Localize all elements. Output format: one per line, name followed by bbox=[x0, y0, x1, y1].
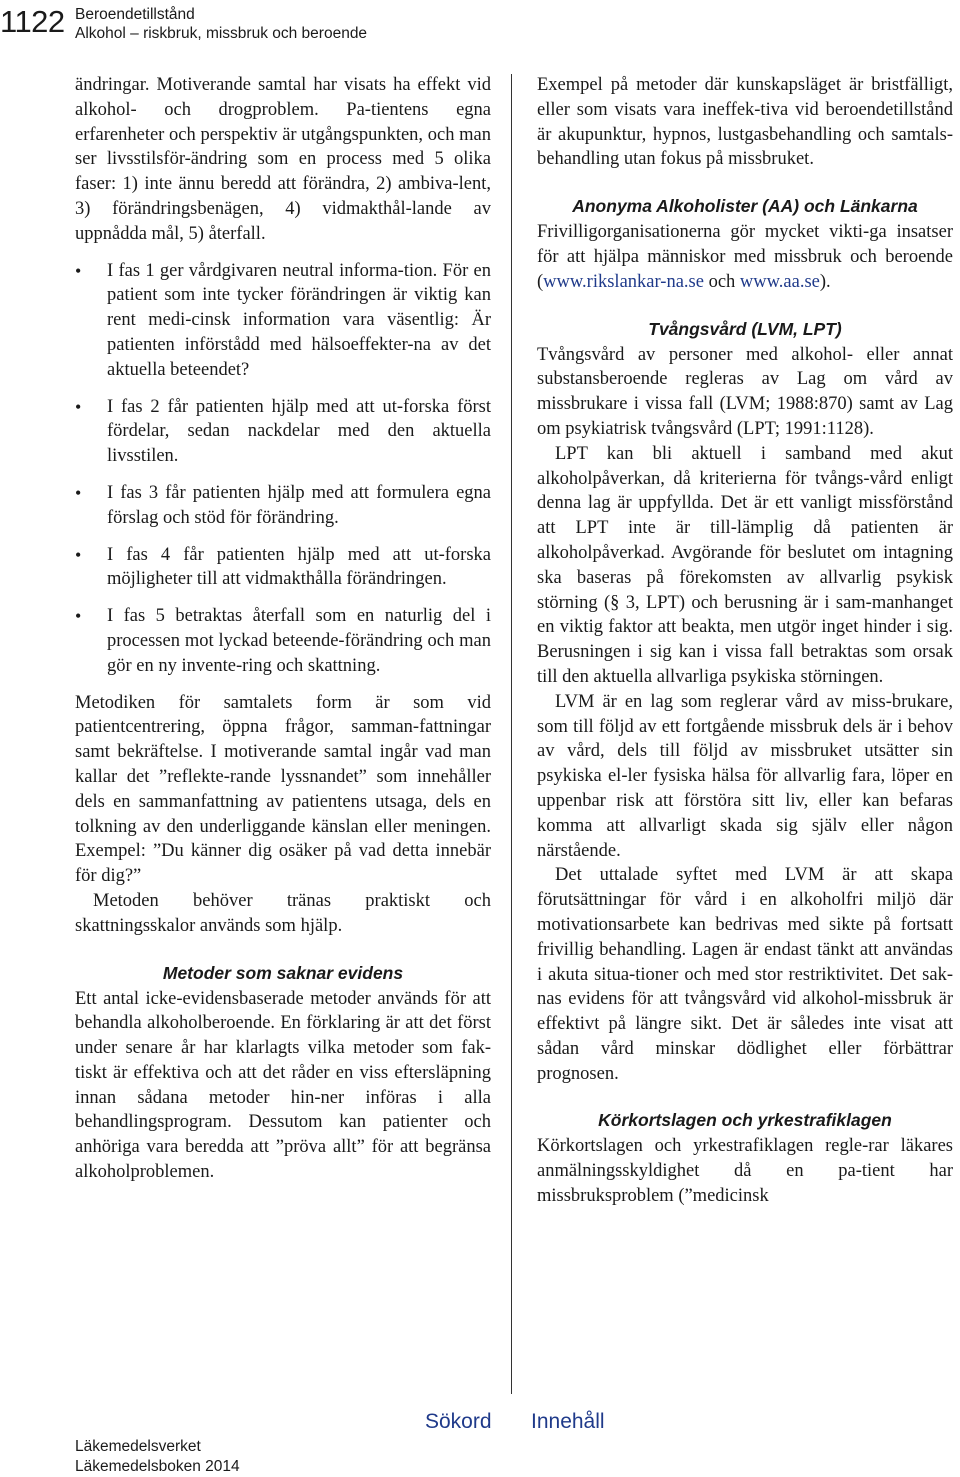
forced-paragraph-1: Tvångsvård av personer med alkohol- eller annat substansberoende regleras av Lag om vård av missbrukare i vissa fall (LVM; 1988:870) samt av Lag om psykiatrisk tvångsvård (LPT; 1991:1128). bbox=[537, 344, 953, 439]
list-item bbox=[75, 481, 491, 531]
practice-paragraph: Metoden behöver tränas praktiskt och skattningsskalor används som hjälp. bbox=[75, 890, 491, 936]
bullet-icon: • bbox=[75, 260, 82, 281]
forced-paragraph-4: Det uttalade syftet med LVM är att skapa förutsättningar för vård i en alkoholfri miljö där motivationsarbete kan bedrivas med sikte på fortsatt frivillig behandling. Lagen är endast tänkt att användas i akuta situa-tioner och med stor restriktivitet. Det sak-nas evidens för att tvångsvård vid alkohol-missbruk är effektivt på längre sikt. Det är således inte visat att sådan vård minskar dödlighet eller förbättrar prognosen. bbox=[537, 865, 953, 1084]
aa-link[interactable]: www.aa.se bbox=[739, 271, 820, 292]
publisher-label: Läkemedelsverket bbox=[75, 1438, 201, 1455]
list-item-text: I fas 3 får patienten hjälp med att formulera egna förslag och stöd för förändring. bbox=[107, 482, 491, 528]
bullet-icon: • bbox=[75, 544, 82, 565]
phase-list bbox=[75, 259, 491, 679]
left-column bbox=[75, 73, 491, 1185]
bullet-icon: • bbox=[75, 606, 82, 627]
book-label: Läkemedelsboken 2014 bbox=[75, 1458, 240, 1475]
search-index-link[interactable]: Sökord bbox=[425, 1410, 492, 1433]
list-item bbox=[75, 259, 491, 383]
section-heading-no-evidence: Metoder som saknar evidens bbox=[162, 962, 404, 983]
aa-and: och bbox=[703, 271, 740, 292]
forced-paragraph-2: LPT kan bli aktuell i samband med akut alkoholpåverkan, då kriterierna för tvångs-vård enligt denna lag är uppfyllda. Det är ett vanligt missförstånd att LPT inte är till-lämplig då patienten är alkoholpåverkad. Avgörande för beslutet om intagning ska baseras på förekomsten av allvarlig psykisk störning (§ 3, LPT) och berusning är i sam-manhanget en viktig faktor att beakta, men utgör inget hinder i sig. Berusningen i sig kan i vissa fall betraktas som orsak till den aktuella allvarliga psykiska störningen. bbox=[537, 443, 953, 687]
column-divider bbox=[511, 74, 512, 1394]
no-evidence-paragraph: Ett antal icke-evidensbaserade metoder används för att behandla alkoholberoende. En förklaring är att det först under senare år har klarlagts vilka metoder som fak-tiskt är effektiva och att det råder en viss eftersläpning innan sådana metoder hin-ner införas i alla behandlingsprogram. Dessutom kan patienter och anhöriga vara beredda att ”pröva allt” för att begränsa alkoholproblemen. bbox=[75, 988, 491, 1183]
driving-paragraph: Körkortslagen och yrkestrafiklagen regle-rar läkares anmälningsskyldighet då en pa-tient har missbruksproblem (”medicinsk bbox=[537, 1136, 953, 1207]
section-heading-aa: Anonyma Alkoholister (AA) och Länkarna bbox=[572, 196, 918, 217]
bullet-icon: • bbox=[75, 396, 82, 417]
list-item bbox=[75, 395, 491, 469]
list-item bbox=[75, 543, 491, 593]
list-item-text: I fas 5 betraktas återfall som en naturlig del i processen mot lyckad beteende-förändring och man gör en ny invente-ring och skattning. bbox=[107, 606, 491, 676]
aa-text: Frivilligorganisationerna gör mycket vikti-ga insatser för att hjälpa människor med missbruk och beroende ( bbox=[537, 222, 953, 292]
list-item-text: I fas 1 ger vårdgivaren neutral informa-tion. För en patient som inte tycker förändringen är viktig kan rent medi-cinsk information vara väsentlig: Är patienten införstådd med hälsoeffekter-na av det aktuella beteendet? bbox=[107, 260, 491, 380]
chapter-subtitle: Alkohol – riskbruk, missbruk och beroende bbox=[75, 25, 368, 42]
aa-paragraph bbox=[537, 220, 953, 294]
list-item bbox=[75, 604, 491, 678]
section-heading-driving: Körkortslagen och yrkestrafiklagen bbox=[598, 1110, 892, 1131]
contents-link[interactable]: Innehåll bbox=[531, 1410, 605, 1433]
rikslankarna-link[interactable]: www.rikslankar-na.se bbox=[543, 271, 704, 292]
right-column bbox=[537, 73, 953, 1209]
list-item-text: I fas 2 får patienten hjälp med att ut-forska först fördelar, sedan nackdelar med den aktuella livsstilen. bbox=[107, 396, 491, 467]
page-number: 1122 bbox=[0, 4, 65, 39]
section-heading-forced-care: Tvångsvård (LVM, LPT) bbox=[648, 318, 842, 339]
method-paragraph: Metodiken för samtalets form är som vid patientcentrering, öppna frågor, samman-fattningar samt bekräftelse. I motiverande samtal ingår vad man kallar det ”reflekte-rande lyssnandet” som innehåller dels en sammanfattning av patientens utsaga, dels en tolkning av den underliggande känslan eller meningen. Exempel: ”Du känner dig osäker på vad detta innebär för dig?” bbox=[75, 692, 491, 887]
chapter-title: Beroendetillstånd bbox=[75, 6, 195, 23]
examples-paragraph: Exempel på metoder där kunskapsläget är bristfälligt, eller som visats vara ineffek-tiva vid beroendetillstånd är akupunktur, hypnos, lustgasbehandling och samtals-behandling utan fokus på missbruket. bbox=[537, 75, 953, 170]
page-header bbox=[0, 2, 960, 48]
intro-paragraph: ändringar. Motiverande samtal har visats ha effekt vid alkohol- och drogproblem. Pa-tientens egna erfarenheter och perspektiv är utgångspunkten, och man ser livsstilsför-ändring som en process med 5 olika faser: 1) inte ännu beredd att förändra, 2) ambiva-lent, 3) förändringsbenägen, 4) vidmakthål-lande av uppnådda mål, 5) återfall. bbox=[75, 75, 491, 244]
aa-end: ). bbox=[819, 271, 831, 292]
list-item-text: I fas 4 får patienten hjälp med att ut-forska möjligheter till att vidmakthålla förändringen. bbox=[107, 544, 491, 590]
bullet-icon: • bbox=[75, 482, 82, 503]
forced-paragraph-3: LVM är en lag som reglerar vård av miss-brukare, som till följd av ett fortgående missbruk dels är i behov av vård, dels till följd av missbruket utsätter sin psykiska el-ler fysiska hälsa för allvarlig fara, löper en uppenbar risk att förstöra sitt liv, eller kan befaras komma att allvarligt skada sig själv eller någon närstående. bbox=[537, 691, 953, 861]
